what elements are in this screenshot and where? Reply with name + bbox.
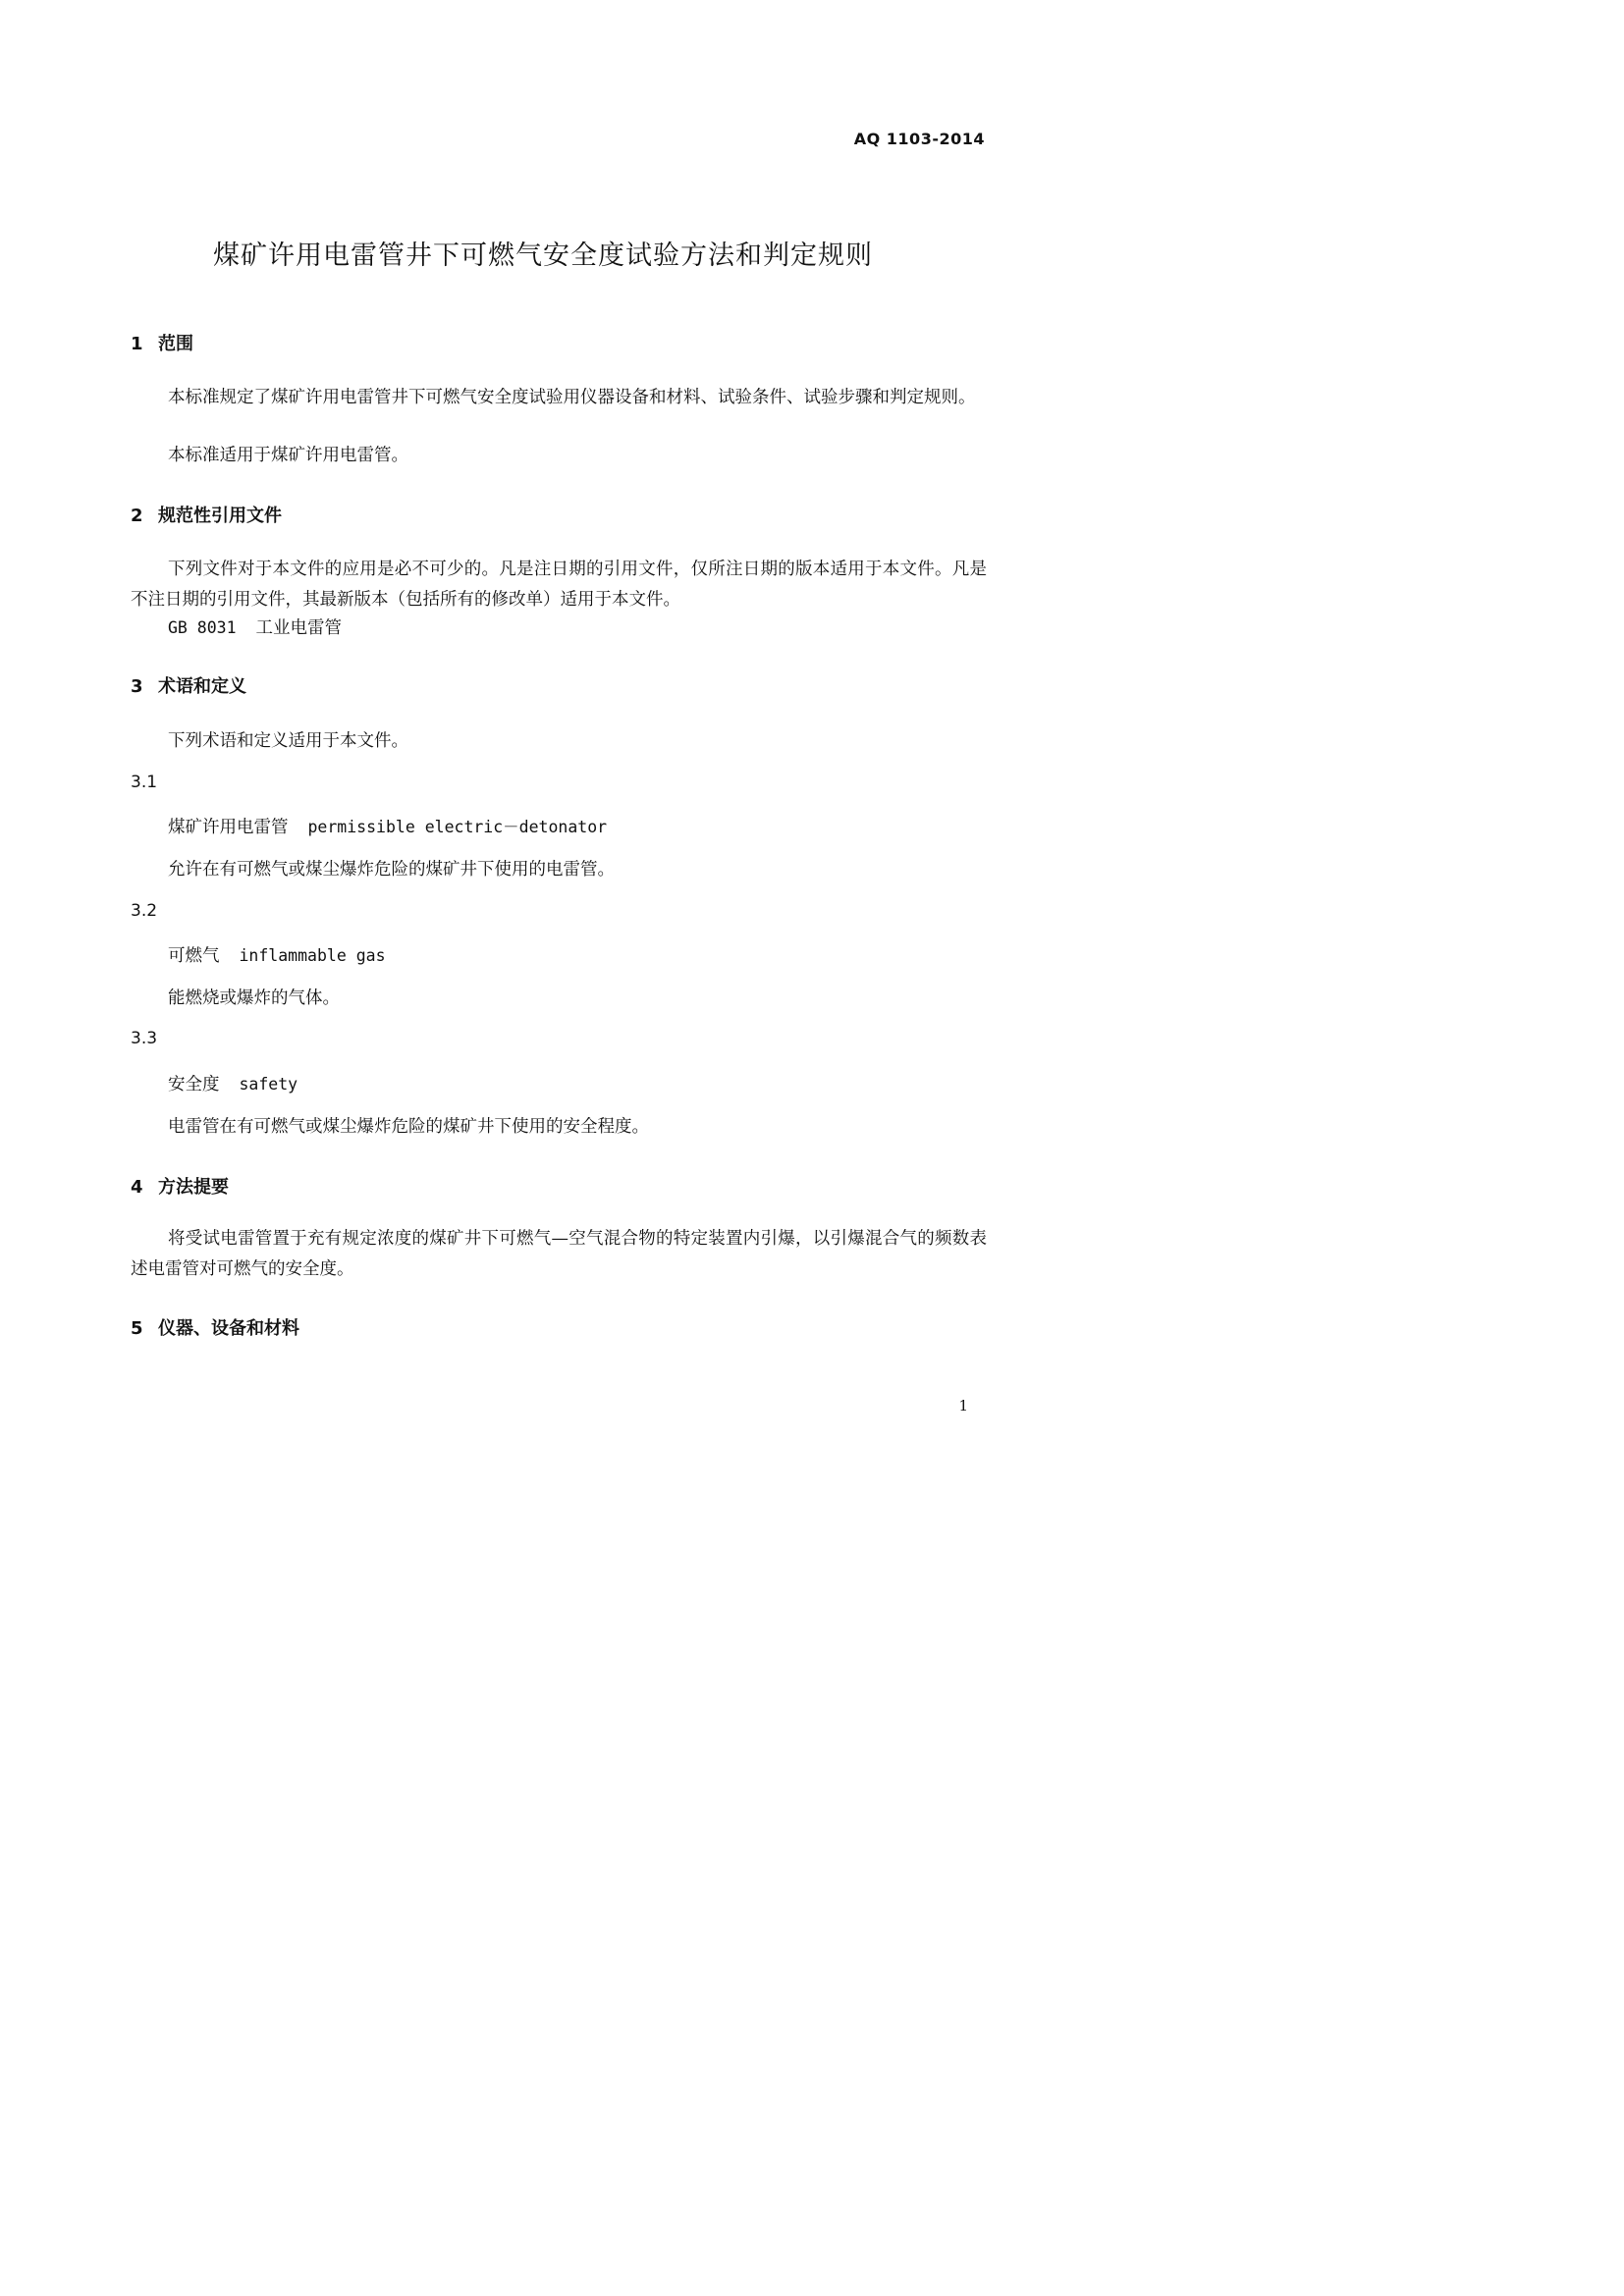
section-1-heading (131, 330, 193, 355)
section-number: 5 (131, 1318, 143, 1339)
term-entry (168, 942, 386, 967)
section-1-paragraph-1: 本标准规定了煤矿许用电雷管井下可燃气安全度试验用仪器设备和材料、试验条件、试验步骤和判定规则。 (168, 388, 976, 407)
term-cn: 可燃气 (168, 946, 220, 966)
section-number: 4 (131, 1177, 143, 1198)
section-4-paragraph-1: 将受试电雷管置于充有规定浓度的煤矿井下可燃气—空气混合物的特定装置内引爆，以引爆混合气的频数表述电雷管对可燃气的安全度。 (131, 1229, 987, 1279)
term-en: safety (239, 1075, 298, 1094)
section-1-paragraph-2: 本标准适用于煤矿许用电雷管。 (168, 446, 408, 465)
term-entry (168, 814, 607, 838)
term-definition: 能燃烧或爆炸的气体。 (168, 988, 340, 1008)
section-2-heading (131, 502, 282, 527)
section-title: 仪器、设备和材料 (158, 1318, 299, 1339)
document-title: 煤矿许用电雷管井下可燃气安全度试验方法和判定规则 (213, 240, 873, 271)
term-en: permissible electric－detonator (307, 818, 608, 836)
page-number: 1 (958, 1397, 968, 1415)
section-number: 1 (131, 334, 143, 354)
term-number: 3.1 (131, 773, 158, 792)
standard-code: AQ 1103-2014 (853, 130, 985, 148)
section-4-heading (131, 1173, 229, 1199)
term-cn: 安全度 (168, 1075, 220, 1095)
document-page (0, 0, 1086, 1533)
section-3-heading (131, 672, 246, 698)
section-title: 术语和定义 (158, 676, 246, 697)
reference-name: 工业电雷管 (255, 618, 343, 638)
term-definition: 电雷管在有可燃气或煤尘爆炸危险的煤矿井下使用的安全程度。 (168, 1117, 649, 1137)
section-title: 范围 (158, 334, 193, 354)
normative-reference (168, 614, 342, 639)
term-entry (168, 1071, 298, 1095)
section-title: 规范性引用文件 (158, 506, 282, 526)
term-en: inflammable gas (239, 946, 386, 965)
section-2-paragraph-1: 下列文件对于本文件的应用是必不可少的。凡是注日期的引用文件，仅所注日期的版本适用于本文件。凡是不注日期的引用文件，其最新版本（包括所有的修改单）适用于本文件。 (131, 560, 987, 610)
term-number: 3.2 (131, 901, 158, 921)
term-definition: 允许在有可燃气或煤尘爆炸危险的煤矿井下使用的电雷管。 (168, 860, 615, 880)
section-number: 2 (131, 506, 143, 526)
section-5-heading (131, 1314, 299, 1340)
term-cn: 煤矿许用电雷管 (168, 818, 289, 837)
section-title: 方法提要 (158, 1177, 229, 1198)
section-3-intro: 下列术语和定义适用于本文件。 (168, 731, 408, 751)
reference-code: GB 8031 (168, 618, 237, 637)
section-number: 3 (131, 676, 143, 697)
term-number: 3.3 (131, 1029, 158, 1048)
